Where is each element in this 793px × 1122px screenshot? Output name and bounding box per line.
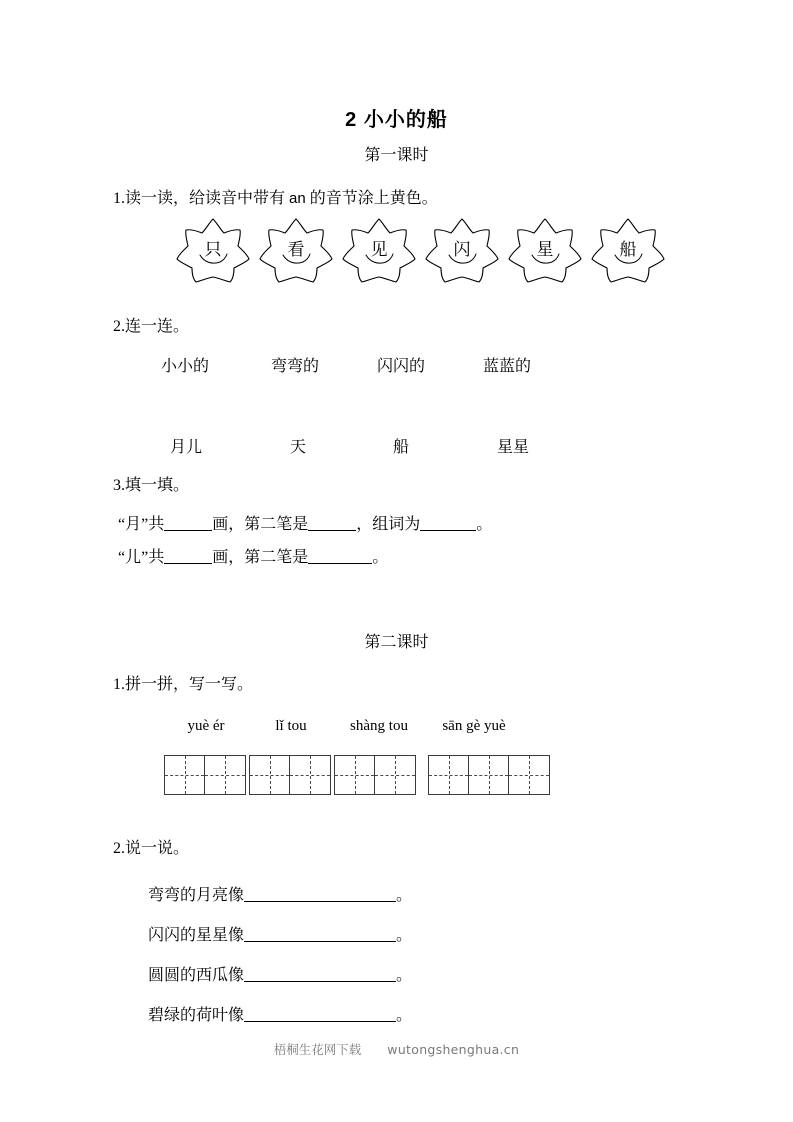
sentence-4-suffix: 。 [396,1007,413,1024]
writing-grid-cell[interactable] [205,756,245,794]
fill-blank-2-2[interactable] [308,549,372,564]
star-shape-6-label: 船 [619,239,637,259]
question-1-3-text [113,475,189,497]
pinyin-group-1: yuè ér [187,718,225,734]
match-word-top-2[interactable]: 弯弯的 [270,358,319,375]
matching-top-row [0,353,793,377]
fill-line-1-part-4: 。 [476,516,493,533]
match-word-bottom-2[interactable]: 天 [289,439,306,456]
star-shape-5-label: 星 [536,239,554,259]
sentence-3-suffix: 。 [396,967,413,984]
match-word-bottom-1[interactable]: 月儿 [169,439,202,456]
sentence-blank-1[interactable] [244,887,396,902]
footer-site-name: 梧桐生花网下载 [273,1043,362,1057]
writing-grid-cell[interactable] [290,756,330,794]
footer-site-url: wutongshenghua.cn [387,1042,520,1057]
star-shape-row [170,213,670,283]
star-shape-3-label: 见 [370,239,388,259]
star-shape-2[interactable] [253,213,339,283]
star-shape-5[interactable] [502,213,588,283]
matching-bottom-row [0,434,793,458]
question-1-1-text-after: 的音节涂上黄色。 [309,190,438,207]
match-word-bottom-3[interactable]: 船 [392,439,409,456]
star-shape-3[interactable] [336,213,422,283]
match-word-bottom-4[interactable]: 星星 [496,439,529,456]
question-1-3-label: 填一填。 [125,477,190,494]
lesson-1-label: 第一课时 [364,147,429,164]
writing-grid-cell[interactable] [335,756,375,794]
sentence-3-prefix: 圆圆的西瓜像 [148,967,245,984]
star-shape-1-label: 只 [204,239,222,259]
question-2-2-text [113,838,189,860]
pinyin-row [0,718,793,740]
question-1-2-text [113,316,189,338]
writing-grid-3[interactable] [334,755,416,795]
question-2-2-label: 说一说。 [125,840,190,857]
sentence-blank-3[interactable] [244,967,396,982]
fill-blank-1-2[interactable] [308,516,356,531]
writing-grid-4[interactable] [428,755,550,795]
star-shape-4-label: 闪 [453,239,471,259]
writing-grid-1[interactable] [164,755,246,795]
fill-line-2-part-2: 画，第二笔是 [212,549,309,566]
writing-grid-cell[interactable] [429,756,469,794]
writing-grid-cell[interactable] [165,756,205,794]
question-1-1-number: 1. [113,190,125,207]
writing-grid-cell[interactable] [375,756,415,794]
question-2-1-text [113,674,253,696]
sentence-blank-2[interactable] [244,927,396,942]
writing-grid-row [0,755,793,797]
fill-line-1-part-1: “月”共 [118,516,165,533]
pinyin-group-2: lǐ tou [275,718,307,734]
pinyin-group-4: sān gè yuè [442,718,506,734]
writing-grid-cell[interactable] [469,756,509,794]
question-2-2-number: 2. [113,840,125,857]
question-1-1-text-before: 读一读，给读音中带有 [125,190,286,207]
match-word-top-3[interactable]: 闪闪的 [376,358,425,375]
question-1-3-line-2 [118,547,388,569]
sentence-blank-4[interactable] [244,1007,396,1022]
sentence-4-prefix: 碧绿的荷叶像 [148,1007,245,1024]
question-1-1-text [113,188,438,210]
question-1-3-line-1 [118,514,492,536]
question-1-1-highlight: an [289,190,306,207]
sentence-line-3 [148,962,412,985]
sentence-2-suffix: 。 [396,927,413,944]
fill-blank-1-1[interactable] [164,516,212,531]
fill-line-1-part-2: 画，第二笔是 [212,516,309,533]
sentence-line-1 [148,882,412,905]
star-shape-1[interactable] [170,213,256,283]
question-2-1-label: 拼一拼，写一写。 [125,676,254,693]
match-word-top-1[interactable]: 小小的 [160,358,209,375]
writing-grid-cell[interactable] [509,756,549,794]
fill-blank-1-3[interactable] [420,516,476,531]
question-2-1-number: 1. [113,676,125,693]
match-word-top-4[interactable]: 蓝蓝的 [482,358,531,375]
writing-grid-cell[interactable] [250,756,290,794]
page-title: 2 小小的船 [345,109,448,131]
footer [0,1040,793,1058]
fill-line-1-part-3: ，组词为 [356,516,421,533]
question-1-2-label: 连一连。 [125,318,190,335]
question-1-2-number: 2. [113,318,125,335]
star-shape-2-label: 看 [287,239,305,259]
question-1-3-number: 3. [113,477,125,494]
star-shape-6[interactable] [585,213,671,283]
fill-blank-2-1[interactable] [164,549,212,564]
sentence-2-prefix: 闪闪的星星像 [148,927,245,944]
sentence-1-prefix: 弯弯的月亮像 [148,887,245,904]
star-shape-4[interactable] [419,213,505,283]
fill-line-2-part-3: 。 [372,549,389,566]
sentence-line-4 [148,1002,412,1025]
pinyin-group-3: shàng tou [350,718,408,734]
lesson-2-label: 第二课时 [364,634,429,651]
writing-grid-2[interactable] [249,755,331,795]
fill-line-2-part-1: “儿”共 [118,549,165,566]
sentence-1-suffix: 。 [396,887,413,904]
sentence-line-2 [148,922,412,945]
